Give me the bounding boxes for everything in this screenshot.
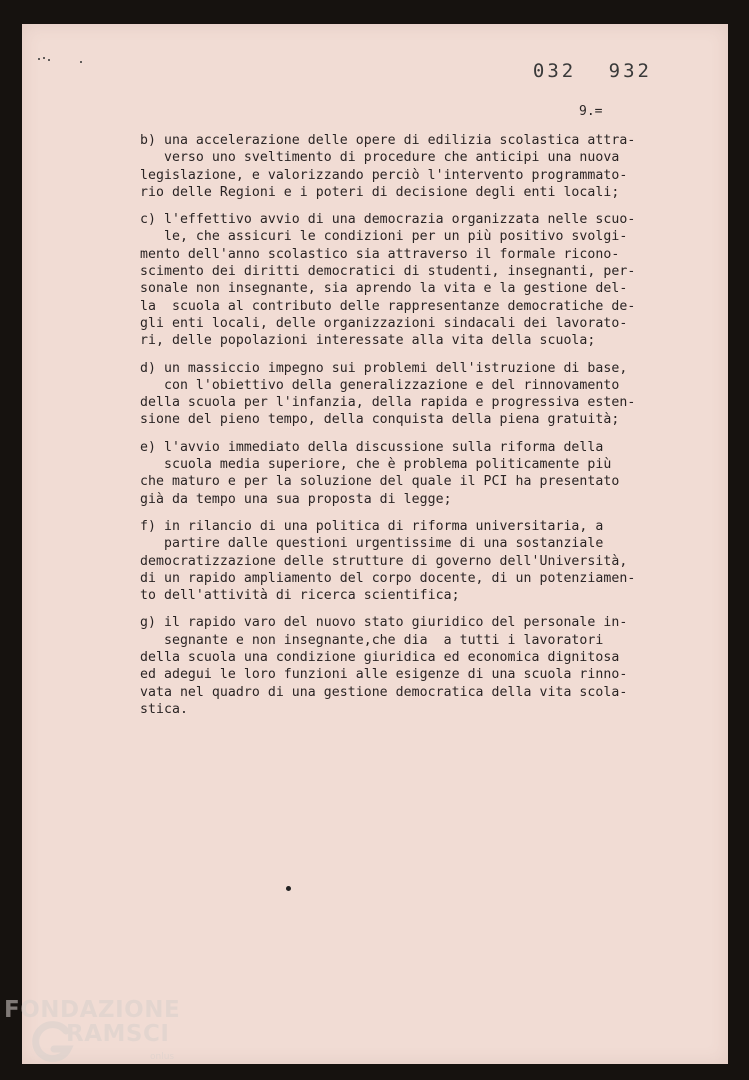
list-item bbox=[140, 518, 700, 604]
page-number: 9.= bbox=[579, 104, 603, 119]
list-item bbox=[140, 439, 700, 508]
ink-dot bbox=[286, 886, 291, 891]
text-line: f) in rilancio di una politica di riforma universitaria, a bbox=[140, 518, 604, 534]
text-line: rio delle Regioni e i poteri di decisione degli enti locali; bbox=[140, 184, 620, 200]
text-line: g) il rapido varo del nuovo stato giuridico del personale in- bbox=[140, 615, 628, 631]
list-item bbox=[140, 132, 700, 201]
list-item bbox=[140, 360, 700, 429]
document-page bbox=[22, 24, 728, 1064]
text-line: to dell'attività di ricerca scientifica; bbox=[140, 588, 460, 604]
text-line: democratizzazione delle strutture di governo dell'Università, bbox=[140, 553, 628, 569]
text-line: d) un massiccio impegno sui problemi dell'istruzione di base, bbox=[140, 360, 628, 376]
text-line: gli enti locali, delle organizzazioni sindacali dei lavorato- bbox=[140, 315, 628, 331]
speckle-mark bbox=[43, 57, 45, 59]
archive-number-stamp: 032 932 bbox=[532, 60, 652, 82]
text-line: verso uno sveltimento di procedure che anticipi una nuova bbox=[140, 150, 620, 166]
speckle-mark bbox=[48, 59, 50, 61]
text-line: c) l'effettivo avvio di una democrazia organizzata nelle scuo- bbox=[140, 212, 636, 228]
watermark-line2: RAMSCI bbox=[66, 1021, 170, 1047]
speckle-mark bbox=[38, 58, 40, 60]
text-line: della scuola per l'infanzia, della rapida e progressiva esten- bbox=[140, 395, 636, 411]
text-line: sonale non insegnante, sia aprendo la vita e la gestione del- bbox=[140, 281, 628, 297]
text-line: la scuola al contributo delle rappresentanze democratiche de- bbox=[140, 298, 636, 314]
text-line: scuola media superiore, che è problema politicamente più bbox=[140, 457, 612, 473]
text-line: scimento dei diritti democratici di studenti, insegnanti, per- bbox=[140, 264, 636, 280]
text-line: che maturo e per la soluzione del quale il PCI ha presentato bbox=[140, 474, 620, 490]
text-line: mento dell'anno scolastico sia attraverso il formale ricono- bbox=[140, 246, 620, 262]
list-item bbox=[140, 211, 700, 349]
text-line: ri, delle popolazioni interessate alla vita della scuola; bbox=[140, 333, 596, 349]
item-list bbox=[140, 132, 700, 728]
text-line: della scuola una condizione giuridica ed economica dignitosa bbox=[140, 650, 620, 666]
text-line: b) una accelerazione delle opere di edilizia scolastica attra- bbox=[140, 133, 636, 148]
text-line: ed adegui le loro funzioni alle esigenze di una scuola rinno- bbox=[140, 667, 628, 683]
speckle-mark bbox=[80, 61, 82, 63]
text-line: già da tempo una sua proposta di legge; bbox=[140, 491, 452, 507]
text-line: di un rapido ampliamento del corpo docente, di un potenziamen- bbox=[140, 570, 636, 586]
text-line: le, che assicuri le condizioni per un più positivo svolgi- bbox=[140, 229, 628, 245]
text-line: segnante e non insegnante,che dia a tutti i lavoratori bbox=[140, 632, 604, 648]
watermark-line1: FONDAZIONE bbox=[4, 997, 181, 1023]
watermark-suffix: onlus bbox=[150, 1052, 175, 1062]
list-item bbox=[140, 614, 700, 718]
text-line: con l'obiettivo della generalizzazione e del rinnovamento bbox=[140, 377, 620, 393]
text-line: e) l'avvio immediato della discussione sulla riforma della bbox=[140, 439, 604, 455]
text-line: vata nel quadro di una gestione democratica della vita scola- bbox=[140, 684, 628, 700]
text-line: sione del pieno tempo, della conquista della piena gratuità; bbox=[140, 412, 620, 428]
text-line: legislazione, e valorizzando perciò l'intervento programmato- bbox=[140, 167, 628, 183]
text-line: partire dalle questioni urgentissime di una sostanziale bbox=[140, 536, 604, 552]
text-line: stica. bbox=[140, 701, 188, 717]
fondazione-gramsci-watermark bbox=[4, 997, 204, 1077]
